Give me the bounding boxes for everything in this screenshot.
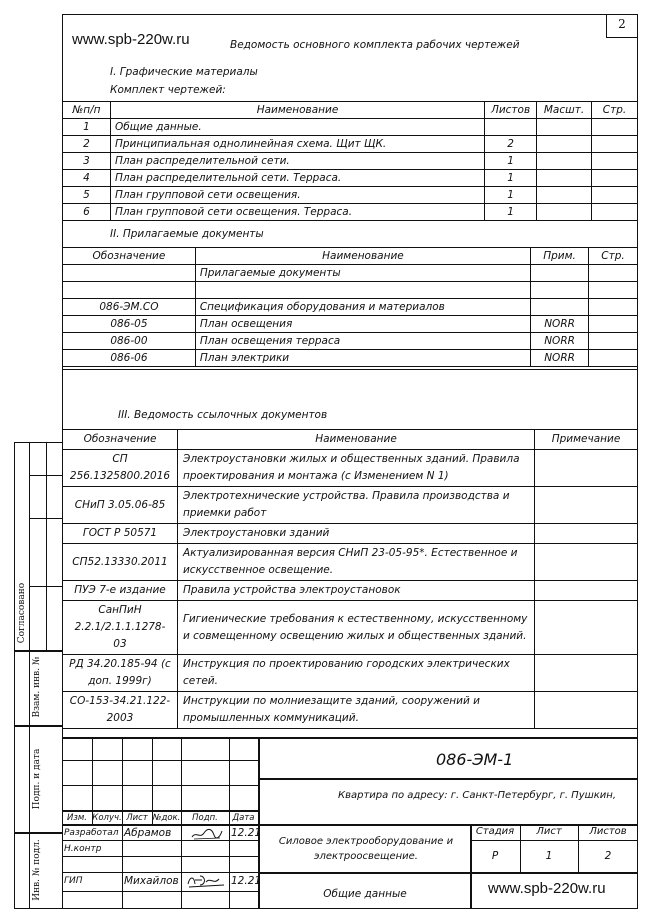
row-name: План освещения	[195, 316, 530, 333]
col-header: Масшт.	[537, 102, 592, 119]
sheets-label: Листов	[589, 826, 627, 837]
table-row	[63, 524, 638, 544]
row-page	[592, 187, 638, 204]
row-scale	[537, 170, 592, 187]
row-code: СНиП 3.05.06-85	[63, 487, 178, 524]
role-norm-control: Н.контр	[64, 844, 102, 854]
row-code: ПУЭ 7-е издание	[63, 581, 178, 601]
table-row	[63, 450, 638, 487]
grid-col	[122, 737, 123, 909]
table-row	[63, 170, 638, 187]
sheet-value: 1	[545, 850, 553, 862]
row-note	[535, 601, 638, 655]
row-sheets	[485, 119, 537, 136]
row-name: План групповой сети освещения.	[110, 187, 484, 204]
table-header-row	[63, 102, 638, 119]
row-code: 086-00	[63, 333, 196, 350]
row-code	[63, 282, 196, 299]
title-block-top	[62, 737, 638, 739]
section3-title: III. Ведомость ссылочных документов	[118, 409, 328, 421]
grid-col	[181, 737, 182, 909]
role-gip: ГИП	[64, 876, 83, 886]
row-code: РД 34.20.185-94 (с доп. 1999г)	[63, 655, 178, 692]
developer-signature	[190, 826, 224, 840]
row-code: 086-05	[63, 316, 196, 333]
table-row	[63, 350, 638, 367]
row-note: NORR	[531, 333, 589, 350]
developer-name: Абрамов	[124, 827, 172, 839]
grid-col	[92, 737, 93, 824]
row-number: 5	[63, 187, 111, 204]
row-name	[195, 282, 530, 299]
drawings-table	[62, 101, 638, 221]
row-scale	[537, 153, 592, 170]
row-name: Электротехнические устройства. Правила производства и приемки работ	[177, 487, 534, 524]
col-header: Примечание	[535, 430, 638, 450]
tb-col-header: Лист	[126, 813, 148, 823]
col-header: №п/п	[63, 102, 111, 119]
sheet-label: Лист	[536, 826, 562, 837]
row-note: NORR	[531, 350, 589, 367]
row-page	[592, 119, 638, 136]
row-code: 086-ЭМ.СО	[63, 299, 196, 316]
side-label-sign-date: Подп. и дата	[32, 748, 42, 810]
col-header: Обозначение	[63, 248, 196, 265]
row-note	[535, 655, 638, 692]
section1-title: I. Графические материалы	[110, 66, 258, 78]
tb-col-header: Дата	[232, 813, 255, 823]
title-block-rule	[258, 872, 638, 874]
role-developer: Разработал	[64, 828, 119, 838]
grid-col	[229, 737, 230, 909]
side-stamp-rule	[29, 518, 62, 519]
col-header: Наименование	[177, 430, 534, 450]
table-row	[63, 487, 638, 524]
stage-label: Стадия	[475, 826, 515, 837]
row-code: СП 256.1325800.2016	[63, 450, 178, 487]
row-name: Общие данные.	[110, 119, 484, 136]
row-number: 3	[63, 153, 111, 170]
table-row	[63, 544, 638, 581]
table-row	[63, 601, 638, 655]
col-header: Наименование	[110, 102, 484, 119]
row-number: 2	[63, 136, 111, 153]
row-name: Спецификация оборудования и материалов	[195, 299, 530, 316]
row-number: 1	[63, 119, 111, 136]
document-title: Ведомость основного комплекта рабочих чертежей	[230, 39, 520, 51]
side-stamp-rule	[29, 586, 62, 587]
reference-docs-table	[62, 429, 638, 729]
side-label-inv-orig: Инв. № подл.	[32, 839, 42, 901]
table-row	[63, 282, 638, 299]
row-page	[589, 282, 638, 299]
row-name: План распределительной сети. Терраса.	[110, 170, 484, 187]
row-scale	[537, 136, 592, 153]
side-label-inv-replace: Взам. инв. №	[32, 656, 42, 718]
row-note	[531, 265, 589, 282]
row-number: 6	[63, 204, 111, 221]
row-note	[531, 299, 589, 316]
row-page	[592, 136, 638, 153]
table-row	[63, 333, 638, 350]
table-row	[63, 316, 638, 333]
row-note	[535, 450, 638, 487]
row-name: План групповой сети освещения. Терраса.	[110, 204, 484, 221]
row-scale	[537, 119, 592, 136]
row-sheets: 1	[485, 170, 537, 187]
row-name: Прилагаемые документы	[195, 265, 530, 282]
section2-title: II. Прилагаемые документы	[110, 228, 264, 240]
table-header-row	[63, 430, 638, 450]
row-name: Электроустановки жилых и общественных зданий. Правила проектирования и монтажа (с Изменением N 1)	[177, 450, 534, 487]
row-name: Электроустановки зданий	[177, 524, 534, 544]
table-row	[63, 136, 638, 153]
col-header: Стр.	[589, 248, 638, 265]
row-name: Инструкции по молниезащите зданий, сооружений и промышленных коммуникаций.	[177, 692, 534, 729]
row-page	[589, 350, 638, 367]
table-row	[63, 299, 638, 316]
row-page	[592, 170, 638, 187]
table-row	[63, 119, 638, 136]
row-page	[589, 333, 638, 350]
table-row	[63, 153, 638, 170]
row-sheets: 1	[485, 204, 537, 221]
side-label-agreed: Согласовано	[17, 582, 27, 644]
site-url-bottom[interactable]: www.spb-220w.ru	[488, 880, 606, 897]
row-code: ГОСТ Р 50571	[63, 524, 178, 544]
sheet-name: Общие данные	[323, 888, 407, 900]
row-page	[589, 299, 638, 316]
row-code: СанПиН 2.2.1/2.1.1.1278-03	[63, 601, 178, 655]
row-sheets: 1	[485, 187, 537, 204]
table-row	[63, 692, 638, 729]
row-note	[535, 581, 638, 601]
row-scale	[537, 204, 592, 221]
row-note	[531, 282, 589, 299]
table-row	[63, 204, 638, 221]
developer-date: 12.21	[231, 827, 262, 839]
row-page	[589, 265, 638, 282]
row-name: Инструкция по проектированию городских электрических сетей.	[177, 655, 534, 692]
col-header: Обозначение	[63, 430, 178, 450]
tb-col-header: Колуч.	[92, 813, 122, 823]
tb-col-header: №док.	[152, 813, 181, 823]
row-sheets: 2	[485, 136, 537, 153]
row-note	[535, 544, 638, 581]
side-stamp-divider	[29, 442, 30, 909]
row-name: Принципиальная однолинейная схема. Щит ЩК.	[110, 136, 484, 153]
gip-name: Михайлов	[124, 875, 179, 887]
tb-col-header: Подп.	[192, 813, 218, 823]
row-name: План электрики	[195, 350, 530, 367]
grid-col	[152, 737, 153, 824]
sheet-number: 2	[618, 17, 626, 31]
col-header: Стр.	[592, 102, 638, 119]
row-name: Правила устройства электроустановок	[177, 581, 534, 601]
row-note	[535, 692, 638, 729]
row-scale	[537, 187, 592, 204]
sheets-value: 2	[604, 850, 612, 862]
table-row	[63, 265, 638, 282]
col-header: Листов	[485, 102, 537, 119]
address: Квартира по адресу: г. Санкт-Петербург, г. Пушкин,	[338, 790, 617, 801]
row-page	[592, 153, 638, 170]
table-row	[63, 187, 638, 204]
gip-date: 12.21	[231, 875, 262, 887]
row-page	[592, 204, 638, 221]
row-code: СП52.13330.2011	[63, 544, 178, 581]
row-name: Гигиенические требования к естественному, искусственному и совмещенному освещению жилых и общественных зданий.	[177, 601, 534, 655]
row-name: Актуализированная версия СНиП 23-05-95*. Естественное и искусственное освещение.	[177, 544, 534, 581]
document-code: 086-ЭМ-1	[436, 750, 514, 769]
attached-docs-table	[62, 247, 638, 367]
side-stamp-divider	[46, 442, 47, 650]
site-url-top[interactable]: www.spb-220w.ru	[72, 31, 190, 48]
row-sheets: 1	[485, 153, 537, 170]
tb-col-header: Изм.	[67, 813, 87, 823]
gip-signature	[186, 873, 226, 889]
col-header: Прим.	[531, 248, 589, 265]
row-page	[589, 316, 638, 333]
row-name: План распределительной сети.	[110, 153, 484, 170]
table-header-row	[63, 248, 638, 265]
row-code: 086-06	[63, 350, 196, 367]
row-code: СО-153-34.21.122-2003	[63, 692, 178, 729]
row-name: План освещения терраса	[195, 333, 530, 350]
section2-bottom-rule	[62, 369, 638, 370]
row-note	[535, 524, 638, 544]
col-header: Наименование	[195, 248, 530, 265]
title-block-rule	[470, 840, 638, 841]
title-block-rule	[258, 778, 638, 780]
side-stamp-rule	[29, 475, 62, 476]
row-code	[63, 265, 196, 282]
row-note: NORR	[531, 316, 589, 333]
stage-value: Р	[491, 850, 499, 862]
table-row	[63, 655, 638, 692]
row-number: 4	[63, 170, 111, 187]
row-note	[535, 487, 638, 524]
project-name: Силовое электрооборудование и электроосвещение.	[278, 836, 454, 862]
table-row	[63, 581, 638, 601]
section1-subtitle: Комплект чертежей:	[110, 84, 226, 96]
